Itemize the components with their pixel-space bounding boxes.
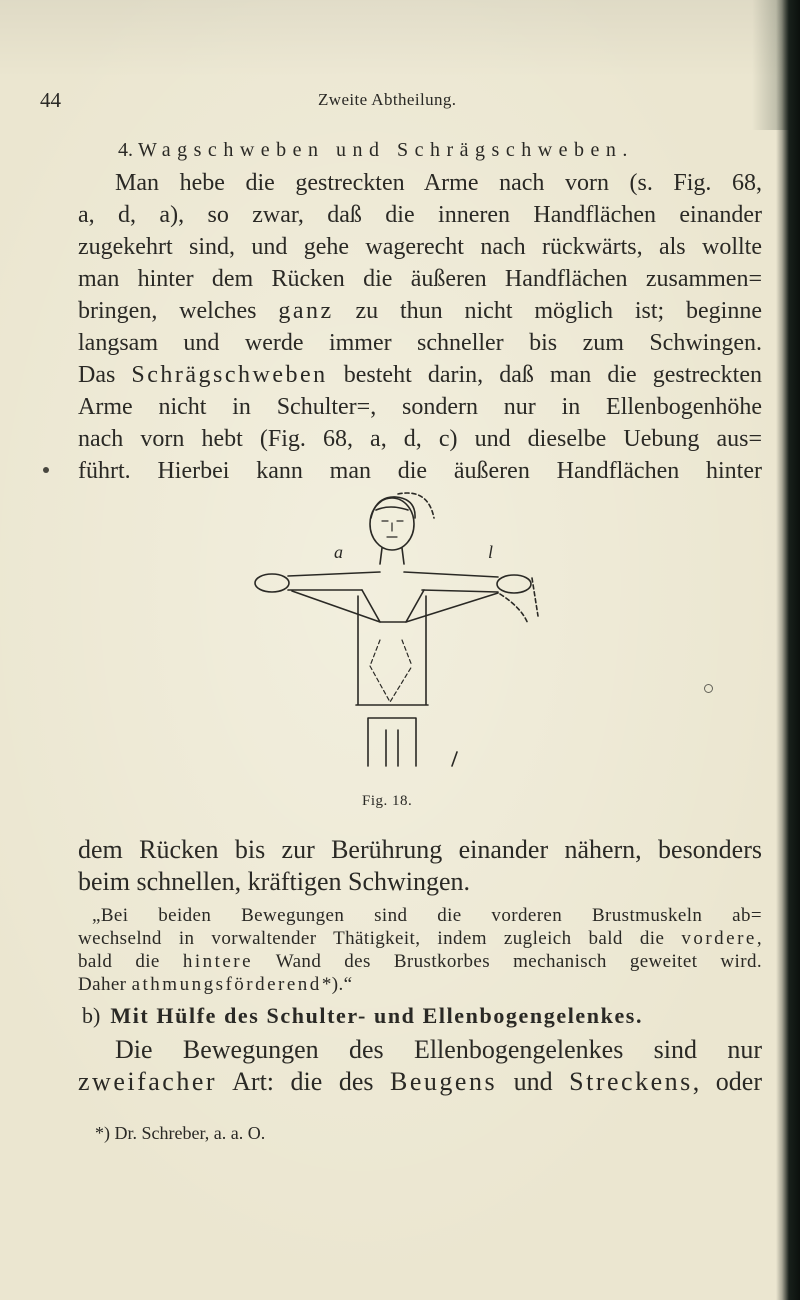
emphasized-word: ganz — [278, 298, 334, 324]
emphasized-word: Streckens — [569, 1067, 693, 1096]
text-segment: Wand des Brustkorbes mechanisch geweitet wird. — [253, 951, 762, 972]
quote-line — [78, 927, 762, 950]
paragraph-line: man hinter dem Rücken die äußeren Handflächen zusammen= — [78, 266, 762, 292]
paragraph-line: nach vorn hebt (Fig. 68, a, d, c) und dieselbe Uebung aus= — [78, 426, 762, 452]
paragraph-line — [78, 359, 762, 391]
figure-alt-arm-outline — [500, 578, 538, 624]
paragraph-1 — [78, 167, 762, 487]
quote-line: „Bei beiden Bewegungen sind die vorderen Brustmuskeln ab= — [92, 905, 762, 926]
emphasized-word: vordere — [681, 928, 757, 949]
paragraph-line: beim schnellen, kräftigen Schwingen. — [78, 867, 471, 896]
text-segment: Daher — [78, 974, 132, 995]
binding-shadow — [776, 0, 800, 1300]
paragraph-line — [78, 295, 762, 327]
text-segment: *).“ — [321, 974, 353, 995]
paragraph-line: a, d, a), so zwar, daß die inneren Handflächen einander — [78, 202, 762, 228]
emphasized-word: zweifacher — [78, 1067, 218, 1096]
figure-label-a: a — [334, 542, 343, 562]
section-number: 4. — [118, 139, 133, 161]
figure-left-arm — [288, 572, 380, 590]
text-segment: bald die — [78, 951, 183, 972]
text-segment: wechselnd in vorwaltender Thätigkeit, indem zugleich bald die — [78, 928, 682, 949]
figure-label-b: l — [488, 542, 494, 562]
figure-caption: Fig. 18. — [362, 793, 413, 809]
figure-hair-line — [376, 507, 408, 510]
quotation — [78, 904, 762, 996]
paragraph-line: führt. Hierbei kann man die äußeren Handflächen hinter — [78, 458, 762, 484]
figure-converging-lines — [292, 591, 498, 622]
paragraph-line: Arme nicht in Schulter=, sondern nur in Ellenbogenhöhe — [78, 394, 762, 420]
figure-right-hand — [497, 575, 531, 593]
subsection-heading — [82, 1003, 643, 1029]
emphasized-word: hintere — [182, 951, 254, 972]
paragraph-line: Die Bewegungen des Ellenbogengelenkes sind nur — [115, 1035, 762, 1064]
section-heading — [118, 139, 634, 162]
section-title: Wagschweben und Schrägschweben. — [138, 139, 634, 161]
paragraph-line: Man hebe die gestreckten Arme nach vorn (s. Fig. 68, — [115, 170, 762, 196]
figure-face — [382, 521, 403, 537]
text-segment: , — [756, 928, 762, 949]
paragraph-line: dem Rücken bis zur Berührung einander nähern, besonders — [78, 835, 762, 864]
figure-left-hand — [255, 574, 289, 592]
page-number: 44 — [40, 88, 61, 112]
emphasized-word: athmungsförderend — [131, 974, 322, 995]
text-segment: besteht darin, daß man die gestreckten — [327, 362, 762, 388]
figure-chest — [362, 590, 424, 622]
paragraph-line: langsam und werde immer schneller bis zum Schwingen. — [78, 330, 762, 356]
figure-right-arm — [404, 572, 498, 592]
emphasized-word: Schrägschweben — [131, 362, 328, 388]
text-segment: zu thun nicht möglich ist; beginne — [333, 298, 763, 324]
footnote: *) Dr. Schreber, a. a. O. — [95, 1123, 266, 1143]
running-title: Zweite Abtheilung. — [318, 90, 457, 109]
text-segment: und — [497, 1067, 570, 1096]
paragraph-2 — [78, 834, 762, 898]
figure-inner-outline — [370, 640, 412, 702]
figure-label-mark — [452, 752, 457, 766]
quote-line — [78, 950, 762, 973]
paragraph-line: zugekehrt sind, und gehe wagerecht nach rückwärts, als wollte — [78, 234, 762, 260]
text-segment: Art: die des — [217, 1067, 391, 1096]
figure-torso — [356, 596, 428, 705]
emphasized-word: Beugens — [390, 1067, 498, 1096]
figure-alt-head-outline — [398, 493, 434, 518]
ink-speck — [43, 467, 49, 473]
quote-line — [78, 973, 762, 996]
subsection-title: Mit Hülfe des Schulter- und Ellenbogengelenkes. — [110, 1003, 644, 1028]
text-segment: , oder — [692, 1067, 762, 1096]
figure-legs — [368, 718, 416, 766]
figure-illustration — [230, 490, 570, 790]
printer-mark — [704, 684, 713, 693]
subsection-label: b) — [82, 1003, 101, 1028]
text-segment: bringen, welches — [78, 298, 279, 324]
text-segment: Das — [78, 362, 132, 388]
paragraph-3 — [78, 1034, 762, 1098]
paragraph-line — [78, 1066, 762, 1098]
